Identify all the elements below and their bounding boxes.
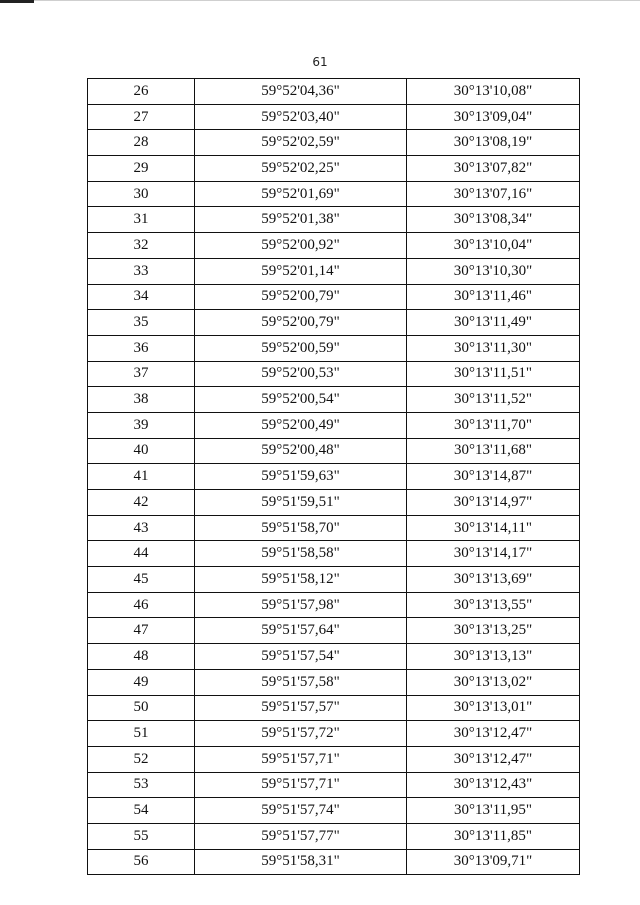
longitude-cell: 30°13'11,95" bbox=[407, 798, 580, 824]
longitude-cell: 30°13'13,69" bbox=[407, 567, 580, 593]
latitude-cell: 59°51'57,74" bbox=[195, 798, 407, 824]
table-row bbox=[88, 79, 580, 105]
latitude-cell: 59°51'59,63" bbox=[195, 464, 407, 490]
longitude-cell: 30°13'11,49" bbox=[407, 310, 580, 336]
longitude-cell: 30°13'14,97" bbox=[407, 490, 580, 516]
latitude-cell: 59°52'00,59" bbox=[195, 335, 407, 361]
table-row bbox=[88, 207, 580, 233]
point-number-cell: 49 bbox=[88, 669, 195, 695]
point-number-cell: 48 bbox=[88, 644, 195, 670]
table-row bbox=[88, 361, 580, 387]
point-number-cell: 54 bbox=[88, 798, 195, 824]
point-number-cell: 38 bbox=[88, 387, 195, 413]
table-row bbox=[88, 618, 580, 644]
latitude-cell: 59°52'00,49" bbox=[195, 412, 407, 438]
point-number-cell: 43 bbox=[88, 515, 195, 541]
latitude-cell: 59°51'57,54" bbox=[195, 644, 407, 670]
latitude-cell: 59°51'57,64" bbox=[195, 618, 407, 644]
point-number-cell: 41 bbox=[88, 464, 195, 490]
longitude-cell: 30°13'11,70" bbox=[407, 412, 580, 438]
point-number-cell: 55 bbox=[88, 823, 195, 849]
longitude-cell: 30°13'08,34" bbox=[407, 207, 580, 233]
latitude-cell: 59°52'00,92" bbox=[195, 233, 407, 259]
longitude-cell: 30°13'13,02" bbox=[407, 669, 580, 695]
latitude-cell: 59°51'58,31" bbox=[195, 849, 407, 875]
point-number-cell: 44 bbox=[88, 541, 195, 567]
longitude-cell: 30°13'10,04" bbox=[407, 233, 580, 259]
table-row bbox=[88, 387, 580, 413]
longitude-cell: 30°13'10,08" bbox=[407, 79, 580, 105]
coordinates-table bbox=[87, 78, 580, 875]
longitude-cell: 30°13'09,04" bbox=[407, 104, 580, 130]
longitude-cell: 30°13'11,30" bbox=[407, 335, 580, 361]
latitude-cell: 59°51'58,58" bbox=[195, 541, 407, 567]
table-row bbox=[88, 746, 580, 772]
longitude-cell: 30°13'11,85" bbox=[407, 823, 580, 849]
table-row bbox=[88, 284, 580, 310]
table-row bbox=[88, 233, 580, 259]
longitude-cell: 30°13'09,71" bbox=[407, 849, 580, 875]
scan-edge-mark bbox=[0, 0, 34, 3]
table-row bbox=[88, 592, 580, 618]
latitude-cell: 59°51'58,70" bbox=[195, 515, 407, 541]
latitude-cell: 59°51'57,98" bbox=[195, 592, 407, 618]
latitude-cell: 59°51'57,71" bbox=[195, 746, 407, 772]
point-number-cell: 53 bbox=[88, 772, 195, 798]
point-number-cell: 50 bbox=[88, 695, 195, 721]
point-number-cell: 45 bbox=[88, 567, 195, 593]
table-row bbox=[88, 515, 580, 541]
table-row bbox=[88, 156, 580, 182]
latitude-cell: 59°52'02,25" bbox=[195, 156, 407, 182]
table-row bbox=[88, 335, 580, 361]
table-row bbox=[88, 798, 580, 824]
point-number-cell: 37 bbox=[88, 361, 195, 387]
table-row bbox=[88, 567, 580, 593]
longitude-cell: 30°13'11,68" bbox=[407, 438, 580, 464]
latitude-cell: 59°52'02,59" bbox=[195, 130, 407, 156]
longitude-cell: 30°13'08,19" bbox=[407, 130, 580, 156]
table-row bbox=[88, 721, 580, 747]
latitude-cell: 59°52'00,79" bbox=[195, 310, 407, 336]
longitude-cell: 30°13'13,55" bbox=[407, 592, 580, 618]
point-number-cell: 34 bbox=[88, 284, 195, 310]
latitude-cell: 59°51'59,51" bbox=[195, 490, 407, 516]
point-number-cell: 33 bbox=[88, 258, 195, 284]
latitude-cell: 59°51'58,12" bbox=[195, 567, 407, 593]
longitude-cell: 30°13'07,82" bbox=[407, 156, 580, 182]
point-number-cell: 28 bbox=[88, 130, 195, 156]
table-row bbox=[88, 695, 580, 721]
latitude-cell: 59°52'00,48" bbox=[195, 438, 407, 464]
point-number-cell: 35 bbox=[88, 310, 195, 336]
latitude-cell: 59°51'57,72" bbox=[195, 721, 407, 747]
point-number-cell: 51 bbox=[88, 721, 195, 747]
latitude-cell: 59°51'57,58" bbox=[195, 669, 407, 695]
point-number-cell: 42 bbox=[88, 490, 195, 516]
point-number-cell: 29 bbox=[88, 156, 195, 182]
longitude-cell: 30°13'12,47" bbox=[407, 746, 580, 772]
latitude-cell: 59°52'01,14" bbox=[195, 258, 407, 284]
latitude-cell: 59°51'57,57" bbox=[195, 695, 407, 721]
longitude-cell: 30°13'14,17" bbox=[407, 541, 580, 567]
table-row bbox=[88, 772, 580, 798]
table-row bbox=[88, 644, 580, 670]
table-row bbox=[88, 669, 580, 695]
latitude-cell: 59°51'57,77" bbox=[195, 823, 407, 849]
latitude-cell: 59°52'04,36" bbox=[195, 79, 407, 105]
longitude-cell: 30°13'11,52" bbox=[407, 387, 580, 413]
table-row bbox=[88, 310, 580, 336]
longitude-cell: 30°13'11,46" bbox=[407, 284, 580, 310]
point-number-cell: 27 bbox=[88, 104, 195, 130]
point-number-cell: 39 bbox=[88, 412, 195, 438]
table-row bbox=[88, 464, 580, 490]
latitude-cell: 59°52'00,54" bbox=[195, 387, 407, 413]
point-number-cell: 30 bbox=[88, 181, 195, 207]
latitude-cell: 59°52'00,79" bbox=[195, 284, 407, 310]
longitude-cell: 30°13'13,01" bbox=[407, 695, 580, 721]
table-row bbox=[88, 412, 580, 438]
point-number-cell: 32 bbox=[88, 233, 195, 259]
longitude-cell: 30°13'07,16" bbox=[407, 181, 580, 207]
point-number-cell: 46 bbox=[88, 592, 195, 618]
latitude-cell: 59°51'57,71" bbox=[195, 772, 407, 798]
longitude-cell: 30°13'14,11" bbox=[407, 515, 580, 541]
longitude-cell: 30°13'13,25" bbox=[407, 618, 580, 644]
scan-edge-line bbox=[34, 0, 640, 1]
table-row bbox=[88, 258, 580, 284]
page-number: 61 bbox=[312, 55, 328, 69]
coordinates-table-body bbox=[88, 79, 580, 875]
table-row bbox=[88, 438, 580, 464]
table-row bbox=[88, 130, 580, 156]
table-row bbox=[88, 181, 580, 207]
point-number-cell: 52 bbox=[88, 746, 195, 772]
point-number-cell: 26 bbox=[88, 79, 195, 105]
table-row bbox=[88, 541, 580, 567]
longitude-cell: 30°13'10,30" bbox=[407, 258, 580, 284]
point-number-cell: 47 bbox=[88, 618, 195, 644]
point-number-cell: 36 bbox=[88, 335, 195, 361]
table-row bbox=[88, 104, 580, 130]
latitude-cell: 59°52'01,38" bbox=[195, 207, 407, 233]
table-row bbox=[88, 823, 580, 849]
point-number-cell: 56 bbox=[88, 849, 195, 875]
longitude-cell: 30°13'14,87" bbox=[407, 464, 580, 490]
point-number-cell: 31 bbox=[88, 207, 195, 233]
longitude-cell: 30°13'12,47" bbox=[407, 721, 580, 747]
longitude-cell: 30°13'11,51" bbox=[407, 361, 580, 387]
latitude-cell: 59°52'03,40" bbox=[195, 104, 407, 130]
table-row bbox=[88, 849, 580, 875]
longitude-cell: 30°13'13,13" bbox=[407, 644, 580, 670]
latitude-cell: 59°52'01,69" bbox=[195, 181, 407, 207]
table-row bbox=[88, 490, 580, 516]
point-number-cell: 40 bbox=[88, 438, 195, 464]
longitude-cell: 30°13'12,43" bbox=[407, 772, 580, 798]
latitude-cell: 59°52'00,53" bbox=[195, 361, 407, 387]
